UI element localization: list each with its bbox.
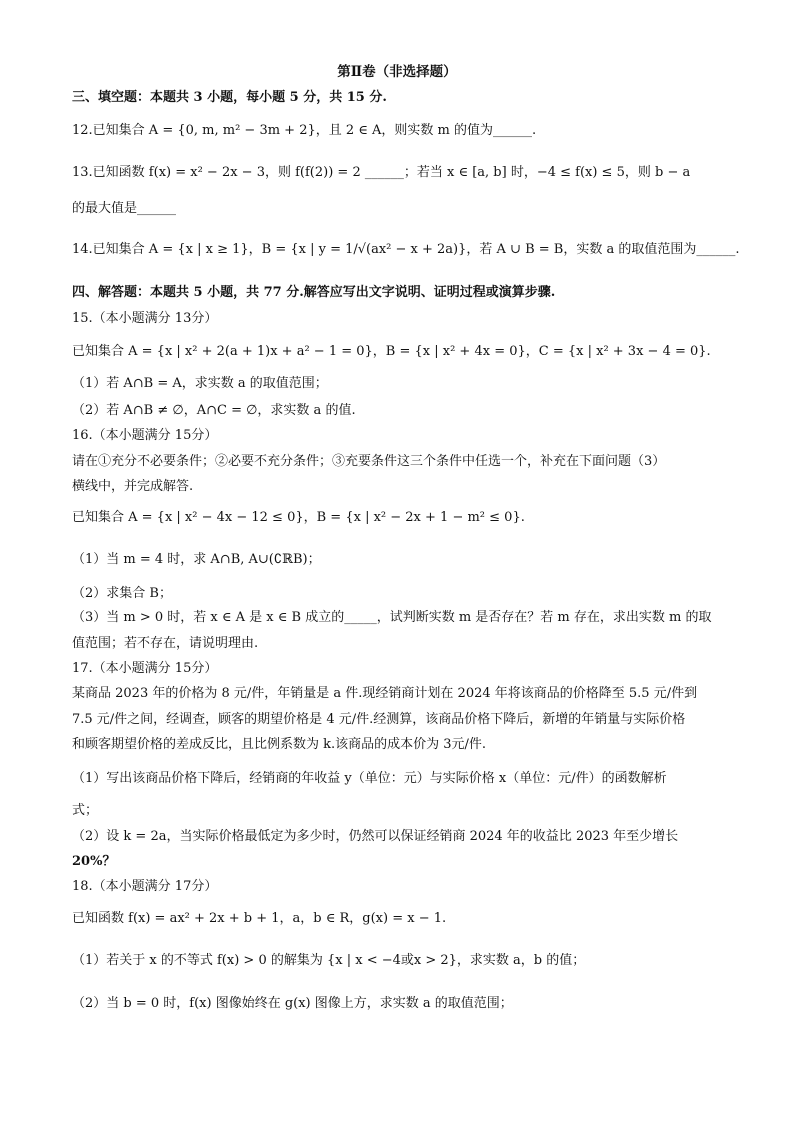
question-16-instruction-2: 横线中，并完成解答. [72,479,194,494]
question-15-header: 15.（本小题满分 13分） [72,311,218,326]
question-14: 14.已知集合 A = {x | x ≥ 1}，B = {x | y = 1/√(ax² − x + 2a)}，若 A ∪ B = B，实数 a 的取值范围为______. [72,242,740,257]
question-18-part-1: （1）若关于 x 的不等式 f(x) > 0 的解集为 {x | x < −4或x > 2}，求实数 a，b 的值； [72,953,586,968]
question-16-statement: 已知集合 A = {x | x² − 4x − 12 ≤ 0}，B = {x | x² − 2x + 1 − m² ≤ 0}. [72,510,525,525]
section-3-heading: 三、填空题：本题共 3 小题，每小题 5 分，共 15 分. [72,90,387,105]
question-18-part-2: （2）当 b = 0 时，f(x) 图像始终在 g(x) 图像上方，求实数 a 的取值范围； [72,996,513,1011]
question-13-line-2: 的最大值是______ [72,201,177,216]
question-16-part-3-line-1: （3）当 m > 0 时，若 x ∈ A 是 x ∈ B 成立的_____，试判断实数 m 是否存在？若 m 存在，求出实数 m 的取 [72,610,712,625]
question-18-statement: 已知函数 f(x) = ax² + 2x + b + 1，a，b ∈ R，g(x) = x − 1. [72,911,447,926]
question-15-part-2: （2）若 A∩B ≠ ∅，A∩C = ∅，求实数 a 的值. [72,403,356,418]
question-17-part-1-line-2: 式； [72,803,99,818]
question-17-header: 17.（本小题满分 15分） [72,661,218,676]
question-17-part-1-line-1: （1）写出该商品价格下降后，经销商的年收益 y（单位：元）与实际价格 x（单位：元/件）的函数解析 [72,771,667,786]
question-16-part-3-line-2: 值范围；若不存在，请说明理由. [72,636,259,651]
section-4-heading: 四、解答题：本题共 5 小题，共 77 分.解答应写出文字说明、证明过程或演算步骤. [72,285,556,300]
question-16-header: 16.（本小题满分 15分） [72,428,218,443]
question-13-line-1: 13.已知函数 f(x) = x² − 2x − 3，则 f(f(2)) = 2 ______；若当 x ∈ [a, b] 时，−4 ≤ f(x) ≤ 5，则 b − a [72,165,691,180]
question-12: 12.已知集合 A = {0, m, m² − 3m + 2}，且 2 ∈ A，则实数 m 的值为______. [72,123,537,138]
question-17-line-3: 和顾客期望价格的差成反比，且比例系数为 k.该商品的成本价为 3元/件. [72,737,487,752]
paper-title: 第Ⅱ卷（非选择题） [337,64,457,80]
question-16-part-1: （1）当 m = 4 时，求 A∩B, A∪(∁ℝB)； [72,552,321,567]
question-16-part-2: （2）求集合 B； [72,586,172,601]
question-15-part-1: （1）若 A∩B = A，求实数 a 的取值范围； [72,376,328,391]
question-17-part-2-line-2: 20%？ [72,854,116,869]
question-16-instruction-1: 请在①充分不必要条件；②必要不充分条件；③充要条件这三个条件中任选一个，补充在下面问题（3） [72,454,666,469]
question-18-header: 18.（本小题满分 17分） [72,879,218,894]
question-17-line-1: 某商品 2023 年的价格为 8 元/件，年销量是 a 件.现经销商计划在 2024 年将该商品的价格降至 5.5 元/件到 [72,686,698,701]
question-15-statement: 已知集合 A = {x | x² + 2(a + 1)x + a² − 1 = 0}，B = {x | x² + 4x = 0}，C = {x | x² + 3x − 4 = 0}. [72,344,711,359]
question-17-line-2: 7.5 元/件之间，经调查，顾客的期望价格是 4 元/件.经测算，该商品价格下降后，新增的年销量与实际价格 [72,712,686,727]
question-17-part-2-line-1: （2）设 k = 2a，当实际价格最低定为多少时，仍然可以保证经销商 2024 年的收益比 2023 年至少增长 [72,829,679,844]
